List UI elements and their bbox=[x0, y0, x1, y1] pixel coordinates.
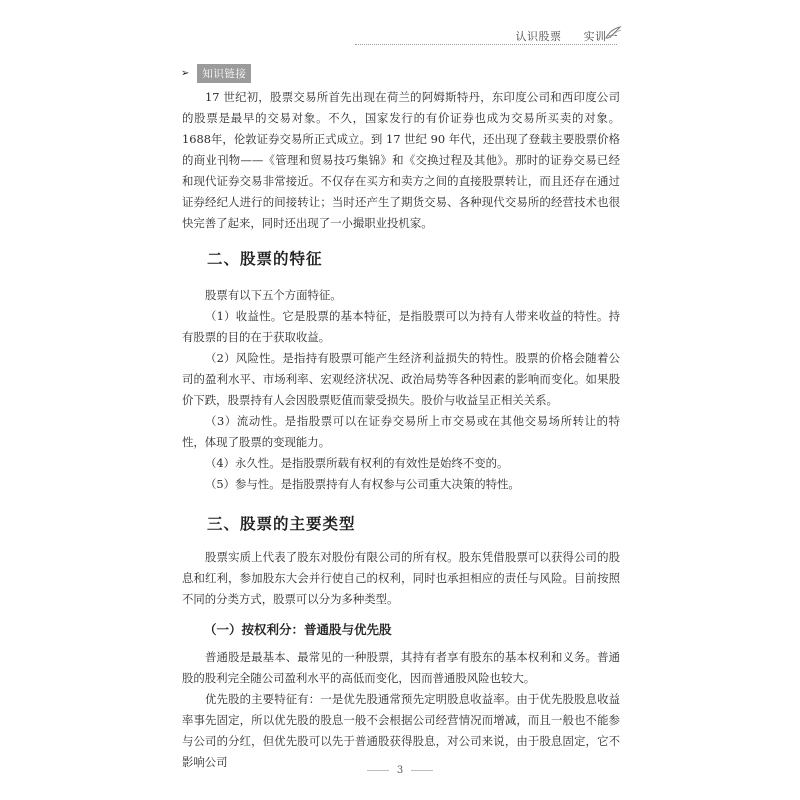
page-number bbox=[0, 765, 800, 776]
page-number-rule-right bbox=[411, 770, 433, 771]
paragraph: 股票实质上代表了股东对股份有限公司的所有权。股东凭借股票可以获得公司的股息和红利，参加股东大会并行使自己的权利，同时也承担相应的责任与风险。目前按照不同的分类方式，股票可以分为多种类型。 bbox=[182, 550, 620, 606]
section-types-intro bbox=[182, 547, 620, 610]
page-number-value: 3 bbox=[396, 765, 404, 776]
leaf-icon bbox=[604, 26, 622, 40]
header-chapter: 认识股票 bbox=[515, 30, 562, 43]
arrow-bullet-icon: ➢ bbox=[181, 68, 190, 79]
paragraph: 优先股的主要特征有：一是优先股通常预先定明股息收益率。由于优先股股息收益率事先固定，所以优先股的股息一般不会根据公司经营情况而增减，而且一般也不能参与公司的分红，但优先股可以先于普通股获得股息，对公司来说，由于股息固定，它不影响公司 bbox=[182, 692, 620, 769]
subsection-title: （一）按权利分：普通股与优先股 bbox=[204, 622, 392, 637]
header-section: 实训一 bbox=[583, 30, 618, 43]
paragraph: （2）风险性。是指持有股票可能产生经济利益损失的特性。股票的价格会随着公司的盈利水平、市场利率、宏观经济状况、政治局势等各种因素的影响而变化。如果股价下跌，股票持有人会因股票贬值而蒙受损失。股价与收益呈正相关关系。 bbox=[182, 351, 620, 407]
paragraph: （5）参与性。是指股票持有人有权参与公司重大决策的特性。 bbox=[205, 477, 520, 491]
subsection-text bbox=[182, 647, 620, 773]
paragraph: 股票有以下五个方面特征。 bbox=[205, 288, 342, 302]
knowledge-link-paragraph: 17 世纪初，股票交易所首先出现在荷兰的阿姆斯特丹，东印度公司和西印度公司的股票是最早的交易对象。不久，国家发行的有价证券也成为交易所买卖的对象。1688年，伦敦证券交易所正式成立。到 17 世纪 90 年代，还出现了登载主要股票价格的商业刊物——《管理和贸易技巧集锦》和《交换过程及其他》。那时的证券交易已经和现代证券交易非常接近。不仅存在买方和卖方之间的直接股票转让，而且还存在通过证券经纪人进行的间接转让；当时还产生了期货交易、各种现代交易所的经营技术也很快完善了起来，同时还出现了一小撮职业投机家。 bbox=[182, 90, 620, 230]
page-number-rule-left bbox=[367, 770, 389, 771]
knowledge-link-text bbox=[182, 87, 620, 234]
paragraph: （4）永久性。是指股票所载有权利的有效性是始终不变的。 bbox=[205, 456, 509, 470]
section-title-features: 二、股票的特征 bbox=[207, 250, 323, 268]
paragraph: （3）流动性。是指股票可以在证券交易所上市交易或在其他交易场所转让的特性，体现了股票的变现能力。 bbox=[182, 414, 620, 449]
knowledge-link-label: 知识链接 bbox=[197, 64, 251, 83]
paragraph: 普通股是最基本、最常见的一种股票，其持有者享有股东的基本权利和义务。普通股的股利完全随公司盈利水平的高低而变化，因而普通股风险也较大。 bbox=[182, 650, 620, 685]
paragraph: （1）收益性。它是股票的基本特征，是指股票可以为持有人带来收益的特性。持有股票的目的在于获取收益。 bbox=[182, 309, 620, 344]
section-title-types: 三、股票的主要类型 bbox=[207, 515, 356, 533]
running-header bbox=[498, 28, 619, 44]
knowledge-link-heading bbox=[181, 64, 251, 83]
section-features-text bbox=[182, 285, 620, 495]
header-dotted-rule bbox=[355, 44, 617, 45]
